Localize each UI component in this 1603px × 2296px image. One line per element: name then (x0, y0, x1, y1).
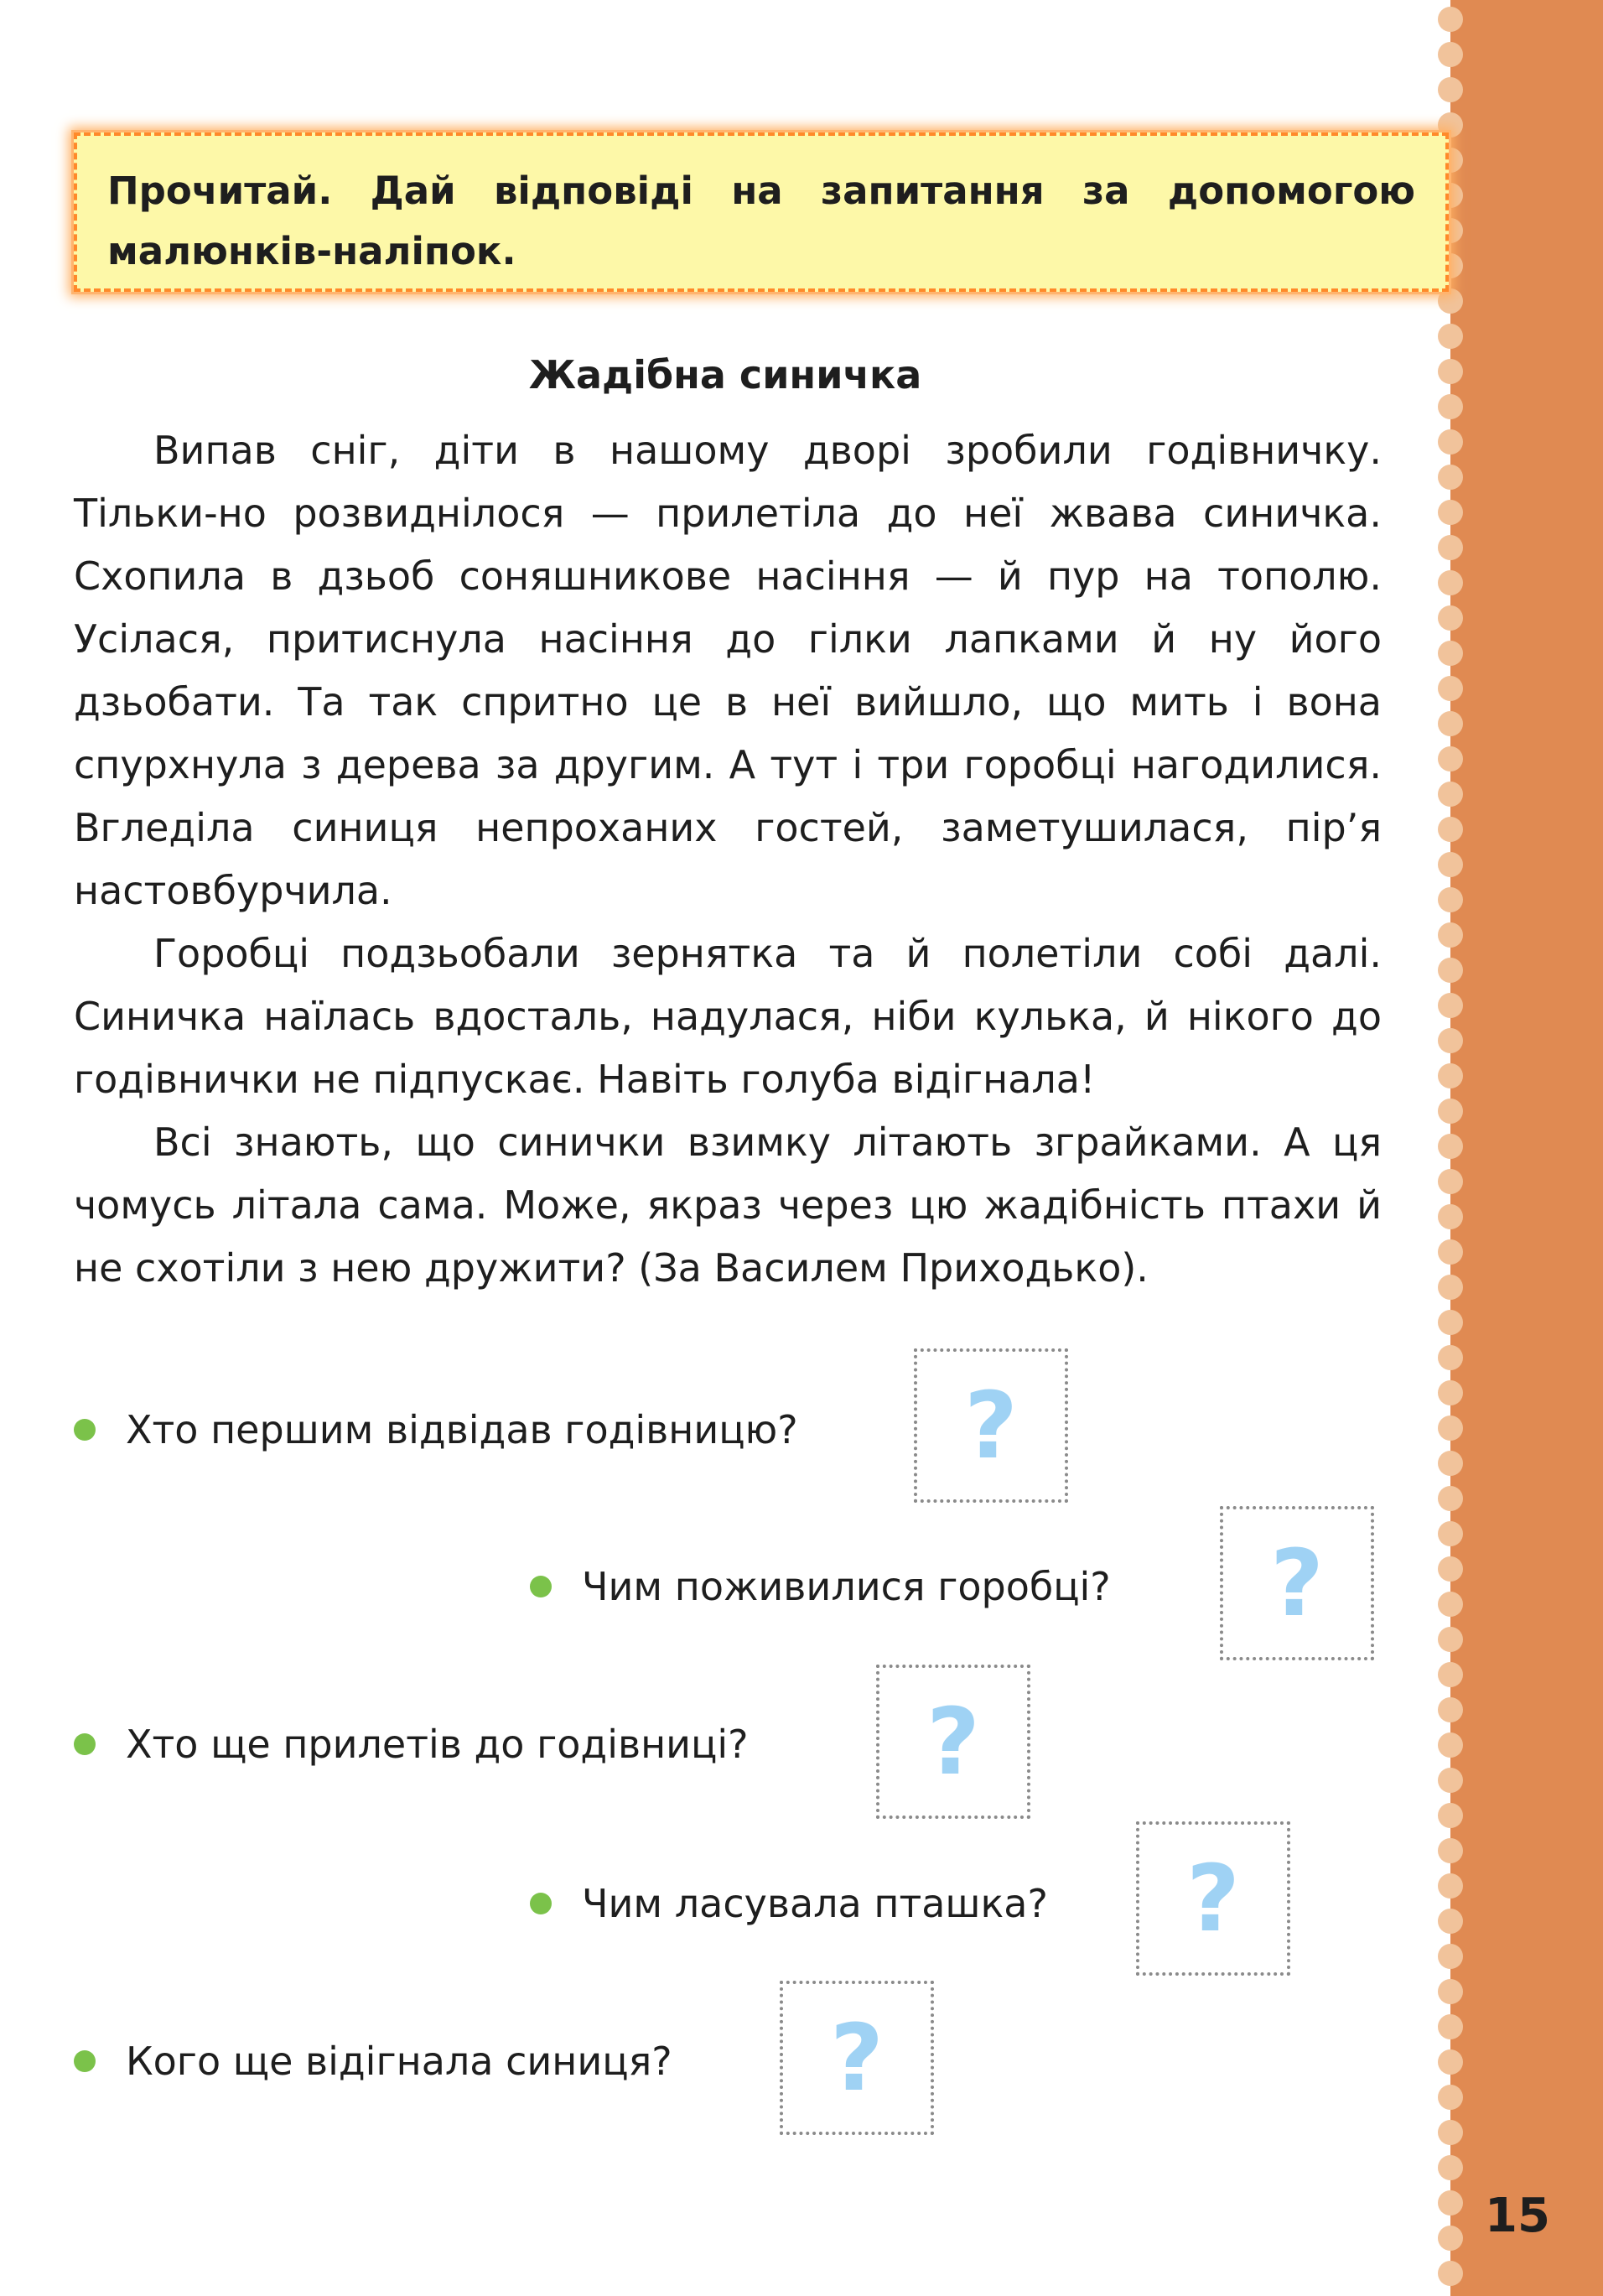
edge-dot (1438, 1556, 1463, 1582)
story-paragraph: Всі знають, що синички взимку літають зграйками. А ця чомусь літала сама. Може, якраз через цю жадібність птахи й не схотіли з нею дружити? (За Василем Приходько). (74, 1119, 1382, 1291)
edge-dot (1438, 2261, 1463, 2286)
sticker-slot[interactable] (876, 1665, 1030, 1819)
page-number: 15 (1485, 2189, 1550, 2243)
story-title: Жадібна синичка (528, 352, 922, 397)
question-text: Хто ще прилетів до годівниці? (126, 1722, 749, 1767)
side-strip (1450, 0, 1603, 2296)
question-item (74, 1719, 749, 1769)
edge-dot (1438, 1873, 1463, 1899)
question-mark-icon: ? (830, 2004, 884, 2112)
edge-dot (1438, 1028, 1463, 1053)
edge-dot (1438, 1239, 1463, 1265)
edge-dot (1438, 2085, 1463, 2110)
edge-dot (1438, 1486, 1463, 1511)
edge-dot (1438, 1627, 1463, 1652)
scallop-edge (1438, 0, 1463, 2296)
edge-dot (1438, 288, 1463, 314)
question-item (530, 1561, 1111, 1612)
question-text: Чим ласувала пташка? (582, 1881, 1048, 1926)
edge-dot (1438, 746, 1463, 771)
sticker-slot[interactable] (914, 1348, 1068, 1503)
edge-dot (1438, 1662, 1463, 1687)
sticker-slot[interactable] (1220, 1506, 1374, 1660)
edge-dot (1438, 852, 1463, 877)
instruction-banner (74, 132, 1449, 292)
edge-dot (1438, 1803, 1463, 1828)
edge-dot (1438, 817, 1463, 842)
edge-dot (1438, 1204, 1463, 1229)
edge-dot (1438, 922, 1463, 948)
story-text (74, 419, 1382, 1300)
bullet-icon (530, 1893, 552, 1914)
edge-dot (1438, 1275, 1463, 1300)
edge-dot (1438, 958, 1463, 983)
edge-dot (1438, 993, 1463, 1018)
edge-dot (1438, 1345, 1463, 1370)
question-mark-icon: ? (1270, 1530, 1324, 1637)
edge-dot (1438, 2049, 1463, 2075)
edge-dot (1438, 500, 1463, 525)
bullet-icon (530, 1576, 552, 1597)
edge-dot (1438, 465, 1463, 490)
question-text: Чим поживилися горобці? (582, 1564, 1111, 1609)
edge-dot (1438, 1063, 1463, 1088)
bullet-icon (74, 2050, 96, 2072)
edge-dot (1438, 1592, 1463, 1617)
edge-dot (1438, 1732, 1463, 1758)
edge-dot (1438, 535, 1463, 560)
edge-dot (1438, 394, 1463, 419)
edge-dot (1438, 605, 1463, 631)
edge-dot (1438, 570, 1463, 595)
edge-dot (1438, 77, 1463, 102)
edge-dot (1438, 711, 1463, 736)
bullet-icon (74, 1419, 96, 1441)
story-paragraph: Горобці подзьобали зернятка та й полетіли собі далі. Синичка наїлась вдосталь, надулася, ніби кулька, й нікого до годівнички не підпускає. Навіть голуба відігнала! (74, 931, 1382, 1102)
edge-dot (1438, 1944, 1463, 1969)
edge-dot (1438, 1909, 1463, 1934)
edge-dot (1438, 2155, 1463, 2180)
edge-dot (1438, 1310, 1463, 1335)
edge-dot (1438, 2014, 1463, 2039)
edge-dot (1438, 1521, 1463, 1546)
edge-dot (1438, 1451, 1463, 1476)
edge-dot (1438, 42, 1463, 67)
edge-dot (1438, 1169, 1463, 1194)
sticker-slot[interactable] (780, 1981, 934, 2135)
question-item (530, 1878, 1048, 1929)
edge-dot (1438, 324, 1463, 349)
story-paragraph: Випав сніг, діти в нашому дворі зробили годівничку. Тільки-но розвиднілося — прилетіла до неї жвава синичка. Схопила в дзьоб соняшникове насіння — й пур на тополю. Усілася, притиснула насіння до гілки лапками й ну його дзьобати. Та так спритно це в неї вийшло, що мить і вона спурхнула з дерева за другим. А тут і три горобці нагодилися. Вгледіла синиця непроханих гостей, заметушилася, пір’я настовбурчила. (74, 428, 1382, 913)
instruction-text: Прочитай. Дай відповіді на запитання за допомогою малюнків-наліпок. (107, 169, 1415, 273)
edge-dot (1438, 7, 1463, 32)
question-text: Хто першим відвідав годівницю? (126, 1407, 798, 1452)
edge-dot (1438, 1099, 1463, 1124)
edge-dot (1438, 1416, 1463, 1441)
edge-dot (1438, 641, 1463, 666)
edge-dot (1438, 1380, 1463, 1405)
edge-dot (1438, 1697, 1463, 1722)
question-mark-icon: ? (926, 1688, 980, 1795)
bullet-icon (74, 1733, 96, 1755)
sticker-slot[interactable] (1136, 1821, 1290, 1976)
question-item (74, 1405, 798, 1455)
edge-dot (1438, 429, 1463, 455)
edge-dot (1438, 676, 1463, 701)
question-mark-icon: ? (1186, 1845, 1240, 1952)
edge-dot (1438, 887, 1463, 912)
edge-dot (1438, 1979, 1463, 2004)
edge-dot (1438, 1768, 1463, 1793)
edge-dot (1438, 782, 1463, 807)
edge-dot (1438, 2120, 1463, 2145)
question-item (74, 2036, 672, 2086)
question-text: Кого ще відігнала синиця? (126, 2039, 672, 2084)
question-mark-icon: ? (964, 1372, 1018, 1479)
edge-dot (1438, 1134, 1463, 1159)
edge-dot (1438, 1838, 1463, 1863)
